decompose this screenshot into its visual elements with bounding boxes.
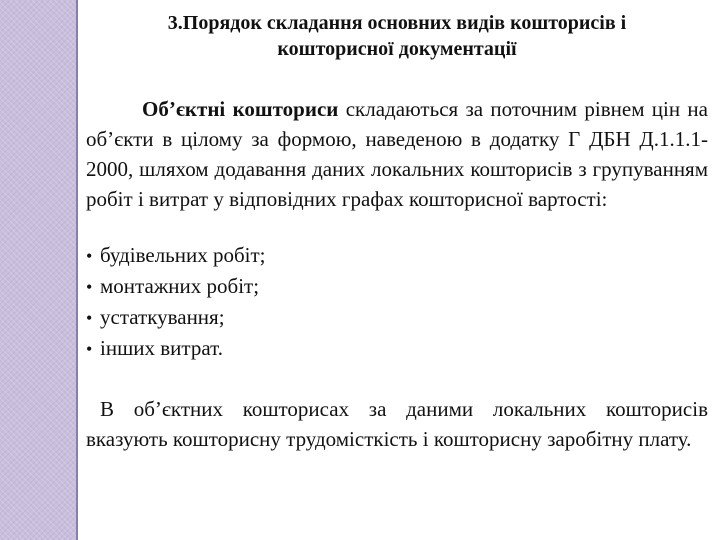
paragraph-objective-estimates xyxy=(86,94,708,214)
paragraph-bold-lead: Об’єктні кошториси xyxy=(142,97,339,121)
list-item xyxy=(86,240,708,271)
list-item-text: будівельних робіт; xyxy=(100,243,266,267)
list-item xyxy=(86,333,708,364)
list-item xyxy=(86,302,708,333)
list-item-text: монтажних робіт; xyxy=(100,274,260,298)
bullet-icon: • xyxy=(86,277,93,297)
decorative-side-stripe xyxy=(0,0,78,540)
slide-title-line-2: кошторисної документації xyxy=(277,38,517,60)
paragraph-body-text: складаються за поточним рівнем цін на об’єкти в цілому за формою, наведеною в додатку Г ДБН Д.1.1.1-2000, шляхом додавання даних локальних кошторисів з групуванням робіт і витрат у відповідних графах кошторисної вартості: xyxy=(86,97,708,211)
bullet-icon: • xyxy=(86,339,93,359)
slide-title-line-1: 3.Порядок складання основних видів кошторисів і xyxy=(167,12,627,34)
list-item-text: інших витрат. xyxy=(100,336,223,360)
list-item xyxy=(86,271,708,302)
slide-title xyxy=(86,0,708,62)
bullet-icon: • xyxy=(86,308,93,328)
list-item-text: устаткування; xyxy=(100,305,225,329)
slide-content xyxy=(86,0,708,540)
paragraph-labor-and-wages: В об’єктних кошторисах за даними локальних кошторисів вказують кошторисну трудомісткість і кошторисну заробітну плату. xyxy=(86,397,708,451)
bullet-icon: • xyxy=(86,246,93,266)
cost-category-list xyxy=(86,240,708,364)
